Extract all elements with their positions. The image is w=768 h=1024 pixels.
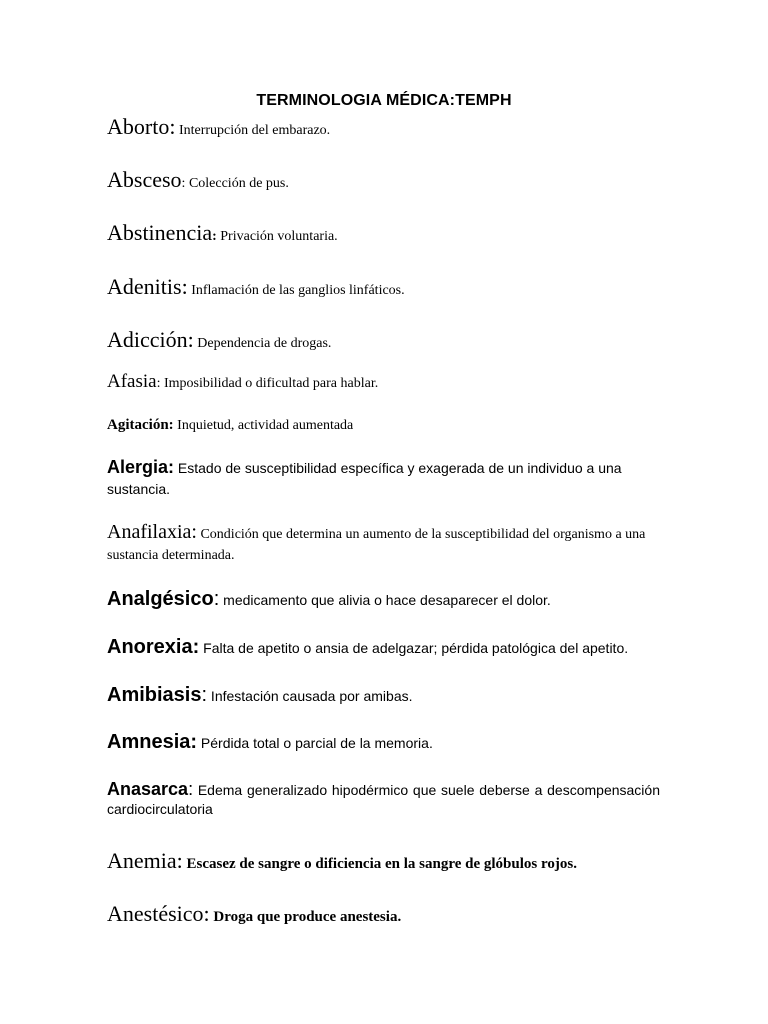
entry-separator: : — [201, 684, 208, 706]
entry-separator: : — [203, 901, 210, 926]
entry-term: Afasia — [107, 371, 157, 392]
entry-term: Aborto — [107, 114, 170, 139]
entry-definition: Pérdida total o parcial de la memoria. — [197, 735, 433, 751]
entry-term: Abstinencia — [107, 220, 213, 245]
entry-definition: Edema generalizado hipodérmico que suele deberse a descompensación cardiocirculatoria — [107, 782, 660, 817]
entry-anorexia — [107, 636, 660, 659]
entry-definition: Colección de pus. — [185, 176, 289, 191]
entry-term: Alergia — [107, 457, 169, 477]
entry-amibiasis — [107, 684, 660, 707]
entry-afasia — [107, 371, 660, 393]
entry-definition: Droga que produce anestesia. — [209, 909, 402, 925]
entry-definition: Estado de susceptibilidad específica y exagerada de un individuo a una sustancia. — [107, 460, 622, 497]
entry-separator: : — [168, 417, 174, 433]
entry-term: Amnesia — [107, 731, 191, 753]
entry-separator: : — [168, 457, 175, 477]
entry-separator: : — [181, 274, 188, 299]
entry-separator: : — [191, 521, 197, 543]
entry-separator: : — [176, 848, 183, 873]
entry-separator: : — [187, 327, 194, 352]
entry-term: Agitación — [107, 417, 169, 433]
entry-absceso — [107, 167, 660, 193]
entry-separator: : — [181, 176, 186, 191]
entry-separator: : — [169, 114, 176, 139]
entry-term: Absceso — [107, 167, 182, 192]
entry-anasarca — [107, 780, 660, 819]
entry-anestesico — [107, 901, 660, 927]
entry-separator: : — [188, 779, 194, 799]
entry-analgesico — [107, 588, 660, 611]
entry-definition: Imposibilidad o dificultad para hablar. — [160, 376, 379, 391]
entry-definition: Falta de apetito o ansia de adelgazar; pérdida patológica del apetito. — [199, 640, 629, 656]
entry-term: Analgésico — [107, 588, 214, 610]
entry-term: Anorexia — [107, 636, 193, 658]
entry-definition: Infestación causada por amibas. — [207, 688, 413, 704]
entry-definition: Inflamación de las ganglios linfáticos. — [187, 283, 405, 298]
entry-anemia — [107, 848, 660, 874]
entry-term: Anestésico — [107, 901, 204, 926]
entry-definition: Condición que determina un aumento de la susceptibilidad del organismo a una sustancia determinada. — [107, 527, 646, 563]
entry-adenitis — [107, 274, 660, 300]
entry-separator: : — [213, 588, 220, 610]
entry-term: Amibiasis — [107, 684, 202, 706]
entry-amnesia — [107, 731, 660, 754]
entry-definition: Dependencia de drogas. — [193, 336, 332, 351]
entry-definition: Escasez de sangre o dificiencia en la sangre de glóbulos rojos. — [182, 856, 577, 872]
entry-separator: : — [190, 731, 198, 753]
entry-term: Adicción — [107, 327, 188, 352]
entry-separator: : — [156, 376, 161, 391]
entry-adiccion — [107, 327, 660, 353]
page-title: TERMINOLOGIA MÉDICA:TEMPH — [256, 92, 512, 109]
entry-definition: medicamento que alivia o hace desaparecer el dolor. — [219, 592, 551, 608]
entry-aborto — [107, 114, 660, 140]
entry-term: Adenitis — [107, 274, 182, 299]
entry-abstinencia — [107, 220, 660, 246]
entry-definition: Privación voluntaria. — [216, 229, 338, 244]
entry-definition: Inquietud, actividad aumentada — [173, 418, 354, 433]
entry-term: Anasarca — [107, 779, 189, 799]
entry-alergia — [107, 457, 660, 500]
entry-term: Anafilaxia — [107, 521, 192, 543]
entry-agitacion — [107, 416, 660, 434]
entry-term: Anemia — [107, 848, 177, 873]
entry-separator: : — [212, 229, 217, 244]
entry-anafilaxia — [107, 522, 660, 566]
entry-definition: Interrupción del embarazo. — [175, 123, 331, 138]
entry-separator: : — [192, 636, 200, 658]
